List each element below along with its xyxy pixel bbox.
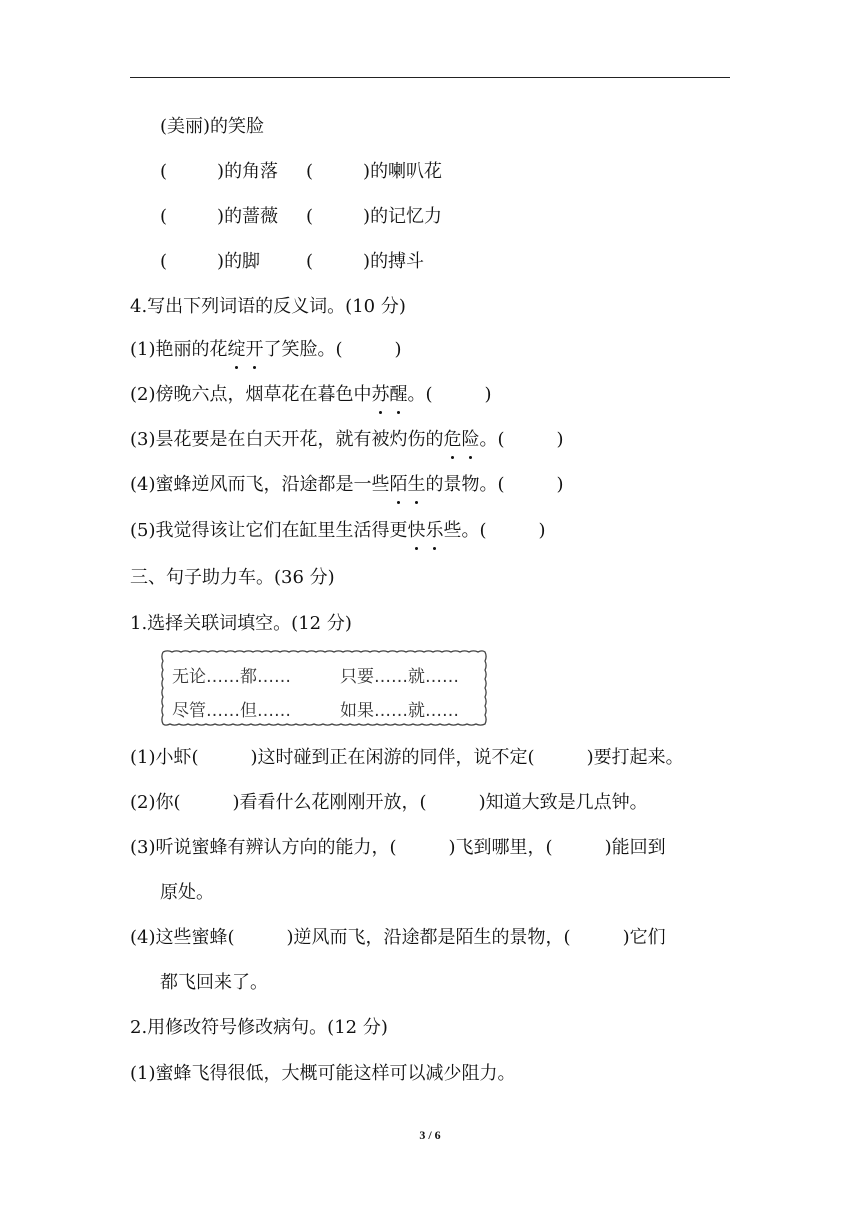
q4-item: (5)我觉得该让它们在缸里生活得更快乐些。( ): [130, 518, 546, 544]
option-4: 如果……就……: [340, 701, 459, 721]
phrase-pair-row: ( )的脚: [160, 251, 261, 272]
q2-sentence-1: (1)蜜蜂飞得很低，大概可能这样可以减少阻力。: [130, 1063, 516, 1084]
dotted-word: [444, 429, 480, 450]
emphasis-char: 生: [408, 472, 426, 498]
phrase-pair-row: ( )的喇叭花: [306, 161, 443, 182]
q1-sentence-3-cont: 原处。: [160, 882, 214, 903]
phrase-pair-row: ( )的角落: [160, 161, 279, 182]
emphasis-char: 开: [246, 337, 264, 363]
header-rule: [130, 77, 730, 78]
q1-sentence-4-cont: 都飞回来了。: [160, 972, 268, 993]
q1-sentence-2: (2)你( )看看什么花刚刚开放，( )知道大致是几点钟。: [130, 792, 648, 813]
emphasis-char: 绽: [228, 337, 246, 363]
emphasis-char: 陌: [390, 472, 408, 498]
conjunction-options-box: [160, 649, 488, 727]
example-phrase: (美丽)的笑脸: [160, 116, 265, 137]
dotted-word: [408, 520, 444, 541]
dotted-word: [372, 384, 408, 405]
emphasis-char: 乐: [426, 518, 444, 544]
option-3: 尽管……但……: [172, 701, 291, 721]
q4-item: (3)昙花要是在白天开花，就有被灼伤的危险。( ): [130, 427, 564, 453]
q1-sentence-1: (1)小虾( )这时碰到正在闲游的同伴，说不定( )要打起来。: [130, 747, 684, 768]
page-number: 3 / 6: [419, 1128, 441, 1142]
emphasis-char: 危: [444, 427, 462, 453]
q4-item: (1)艳丽的花绽开了笑脸。( ): [130, 337, 402, 363]
phrase-left: 的脚: [224, 251, 261, 272]
emphasis-char: 苏: [372, 382, 390, 408]
question-2-title: 2.用修改符号修改病句。(12 分): [130, 1017, 388, 1038]
phrase-right: 的搏斗: [370, 251, 425, 272]
dotted-word: [390, 474, 426, 495]
phrase-pair-row: ( )的蔷薇: [160, 206, 279, 227]
phrase-pair-row: ( )的记忆力: [306, 206, 443, 227]
option-2: 只要……就……: [340, 667, 459, 687]
section-3-heading: 三、句子助力车。(36 分): [130, 567, 335, 588]
q4-item: (2)傍晚六点，烟草花在暮色中苏醒。( ): [130, 382, 492, 408]
option-1: 无论……都……: [172, 667, 291, 687]
q4-item: (4)蜜蜂逆风而飞，沿途都是一些陌生的景物。( ): [130, 472, 564, 498]
emphasis-char: 快: [408, 518, 426, 544]
emphasis-char: 醒: [390, 382, 408, 408]
phrase-pair-row: ( )的搏斗: [306, 251, 425, 272]
q1-sentence-4: (4)这些蜜蜂( )逆风而飞，沿途都是陌生的景物，( )它们: [130, 927, 666, 948]
phrase-right: 的记忆力: [370, 206, 443, 227]
emphasis-char: 险: [462, 427, 480, 453]
question-4-title: 4.写出下列词语的反义词。(10 分): [130, 296, 406, 317]
phrase-right: 的喇叭花: [370, 161, 443, 182]
q1-sentence-3: (3)听说蜜蜂有辨认方向的能力，( )飞到哪里，( )能回到: [130, 837, 666, 858]
dotted-word: [228, 339, 264, 360]
phrase-left: 的蔷薇: [224, 206, 279, 227]
phrase-left: 的角落: [224, 161, 279, 182]
question-1-title: 1.选择关联词填空。(12 分): [130, 613, 352, 634]
